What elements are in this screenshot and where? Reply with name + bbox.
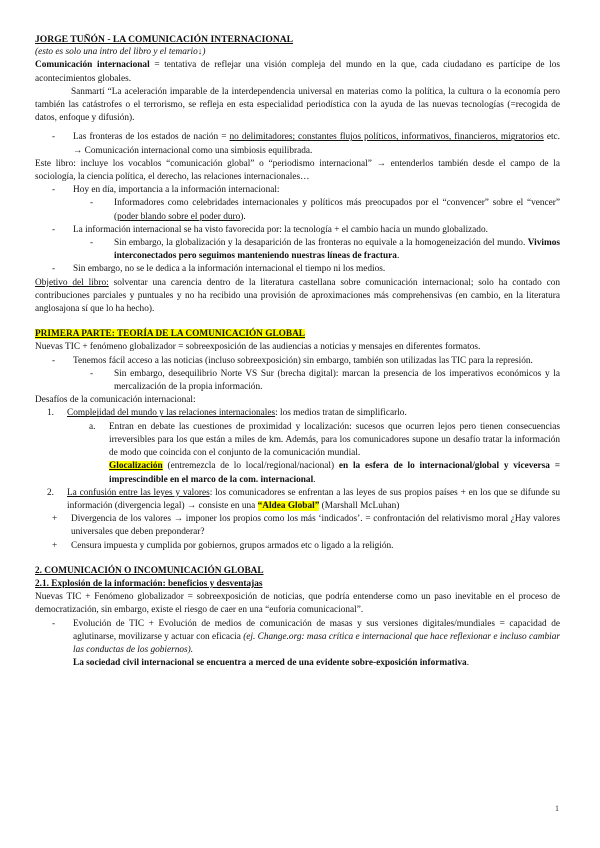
- favored-subitem: - Sin embargo, la globalización y la desaparición de las fronteras no equivale a la homogeneización del mundo. Vivimos interconectados pero seguimos manteniendo nuestras líneas de fractura.: [90, 238, 560, 262]
- part1-intro: Nuevas TIC + fenómeno globalizador = sobreexposición de las audiencias a noticias y mensajes en diferentes formatos.: [35, 342, 481, 353]
- time-text: Sin embargo, no se le dedica a la información internacional el tiempo ni los medios.: [73, 264, 386, 275]
- challenge-1: [35, 407, 560, 420]
- bullet: -: [52, 185, 56, 196]
- challenges-label: Desafíos de la comunicación internacional:: [35, 395, 196, 406]
- section2-intro: Nuevas TIC + Fenómeno globalizador = sobreexposición de noticias, que podría entenderse como un paso inevitable en el proceso de democratización, sin embargo, existe el riesgo de caer en una “euforia comunicacional”.: [35, 592, 560, 616]
- borders-text-b: etc. → Comunicación internacional como una simbiosis equilibrada.: [73, 132, 560, 156]
- document-subtitle: (esto es solo una intro del libro y el temario↓): [35, 47, 206, 58]
- list-letter: a.: [89, 421, 96, 432]
- document-title: JORGE TUÑÓN - LA COMUNICACIÓN INTERNACIONAL: [35, 34, 294, 45]
- book-objective: [35, 277, 560, 317]
- evolution-item: - Evolución de TIC + Evolución de medios de comunicación de masas y sus versiones digitales/mundiales = capacidad de aglutinarse, movilizarse y actuar con eficacia (ej. Change.org: masa crítica e internacional que hace reflexionar e incluso cambiar las conductas de los gobiernos). La sociedad civil internacional se encuentra a merced de una evidente sobre-exposición informativa.: [52, 618, 560, 669]
- fracture-lines: Vivimos interconectados pero seguimos manteniendo nuestras líneas de fractura: [114, 238, 560, 262]
- page-number: 1: [555, 804, 559, 813]
- challenge-2-title: La confusión entre las leyes y valores: [67, 487, 210, 498]
- favored-item: [35, 224, 560, 237]
- time-item: [35, 263, 560, 276]
- objective-label: Objetivo del libro:: [35, 277, 109, 288]
- borders-item: [35, 131, 560, 157]
- section2-heading: 2. COMUNICACIÓN O INCOMUNICACIÓN GLOBAL: [35, 565, 264, 576]
- civil-society: La sociedad civil internacional se encuentra a merced de una evidente sobre-exposición informativa: [73, 658, 467, 669]
- bullet: -: [52, 355, 56, 366]
- censorship-item: [35, 540, 560, 553]
- bullet: -: [90, 238, 94, 249]
- challenge-1a: a. Entran en debate las cuestiones de proximidad y localización: sucesos que ocurren lejos pero tienen consecuencias irreversibles para los que están a miles de km. Además, para los comunicadores supone un desafío tratar la información de modo que coincida con el conjunto de la comunicación mundial. Glocalización (entremezcla de lo local/regional/nacional) en la esfera de lo internacional/global y viceversa = imprescindible en el marco de la com. internacional.: [89, 421, 560, 485]
- list-number: 1.: [47, 408, 54, 419]
- values-text: Divergencia de los valores → imponer los propios como los más ‘indicados’. = confrontación del relativismo moral ¿Hay valores universales que deben preponderar?: [71, 514, 560, 538]
- north-south-text: Sin embargo, desequilibrio Norte VS Sur (brecha digital): marcan la presencia de los imperativos económicos y la mercalización de la propia información.: [114, 368, 560, 393]
- today-sub-a: Informadores como celebridades internacionales y políticos más preocupados por el “convencer” sobre el “vencer” (: [114, 198, 560, 222]
- challenge-1-text: : los medios tratan de simplificarlo.: [275, 408, 407, 419]
- bullet: -: [52, 224, 56, 235]
- sanmarti-quote: Sanmartí “La aceleración imparable de la interdependencia universal en materias como la política, la cultura o la economía pero también las catástrofes o el terrorismo, se refleja en esta especialidad periodística con la ayuda de las nuevas tecnologías (=recogida de datos, enfoque y difusión).: [35, 86, 560, 124]
- values-item: [35, 513, 560, 539]
- intro-def-text: = tentativa de reflejar una visión compleja del mundo en la que, cada ciudadano es partícipe de los acontecimientos globales.: [35, 60, 560, 84]
- glocalizacion: Glocalización: [109, 461, 163, 472]
- mcluhan: (Marshall McLuhan): [319, 500, 400, 511]
- bullet: -: [52, 132, 56, 143]
- access-text: Tenemos fácil acceso a las noticias (incluso sobreexposición) sin embargo, también son utilizadas las TIC para la represión.: [73, 355, 533, 366]
- bullet: -: [90, 198, 94, 209]
- bullet: -: [90, 368, 94, 379]
- list-number: 2.: [47, 487, 54, 498]
- intro-definition: [35, 59, 560, 85]
- access-item: [35, 355, 560, 368]
- bullet: -: [52, 618, 56, 629]
- today-text: Hoy en día, importancia a la información internacional:: [73, 185, 280, 196]
- soft-power: poder blando sobre el poder duro: [117, 211, 241, 222]
- north-south-item: [35, 368, 560, 394]
- book-vocab: Este libro: incluye los vocablos “comunicación global” o “periodismo internacional” → entenderlos también desde el campo de la sociología, la ciencia política, el derecho, las relaciones internacionales…: [35, 158, 560, 183]
- borders-text-a: Las fronteras de los estados de nación =: [73, 132, 230, 143]
- challenge-1-title: Complejidad del mundo y las relaciones internacionales: [67, 408, 276, 419]
- favored-sub-a: Sin embargo, la globalización y la desaparición de las fronteras no equivale a la homogeneización del mundo.: [114, 238, 528, 249]
- plus-bullet: +: [52, 540, 58, 551]
- part1-heading: PRIMERA PARTE: TEORÍA DE LA COMUNICACIÓN GLOBAL: [35, 329, 305, 340]
- today-item: [35, 184, 560, 197]
- aldea-global: “Aldea Global”: [257, 500, 320, 511]
- gloc-bold: en la esfera de lo internacional/global y viceversa = imprescindible en el marco de la com. internacional: [109, 461, 560, 485]
- intro-term: Comunicación internacional: [35, 60, 150, 71]
- evolution-text: Evolución de TIC + Evolución de medios de comunicación de masas y sus versiones digitales/mundiales = capacidad de aglutinarse, movilizarse y actuar con eficacia: [73, 618, 560, 642]
- borders-underlined: no delimitadores; constantes flujos políticos, informativos, financieros, migratorios: [229, 132, 544, 143]
- favored-text: La información internacional se ha visto favorecida por: la tecnología + el cambio hacia un mundo globalizado.: [73, 224, 488, 235]
- censorship-text: Censura impuesta y cumplida por gobiernos, grupos armados etc o ligado a la religión.: [71, 540, 394, 551]
- objective-text: solventar una carencia dentro de la literatura castellana sobre comunicación internacional; solo ha contado con contribuciones parciales y puntuales y no ha recibido una provisión de aproximaciones más comprehensivas (en cambio, en la literatura anglosajona sí que lo ha hecho).: [35, 277, 560, 315]
- change-org-example: (ej. Change.org: masa crítica e internacional que hace reflexionar e incluso cambiar las conductas de los gobiernos).: [73, 631, 560, 655]
- plus-bullet: +: [52, 514, 58, 525]
- proximity-text: Entran en debate las cuestiones de proximidad y localización: sucesos que ocurren lejos pero tienen consecuencias irreversibles para los que están a miles de km. Además, para los comunicadores supone un desafío tratar la información de modo que coincida con el conjunto de la comunicación mundial.: [109, 421, 560, 459]
- today-subitem: [35, 197, 560, 223]
- today-sub-b: ).: [240, 211, 246, 222]
- section21-heading: 2.1. Explosión de la información: beneficios y desventajas: [35, 578, 263, 589]
- gloc-paren: (entremezcla de lo local/regional/nacional): [162, 461, 339, 472]
- challenge-2-text: : los comunicadores se enfrentan a las leyes de sus propios países + en los que se difunde su información (divergencia legal) → consiste en una: [67, 487, 561, 511]
- part1-heading-line: [35, 328, 560, 341]
- challenge-2: [35, 487, 560, 513]
- bullet: -: [52, 264, 56, 275]
